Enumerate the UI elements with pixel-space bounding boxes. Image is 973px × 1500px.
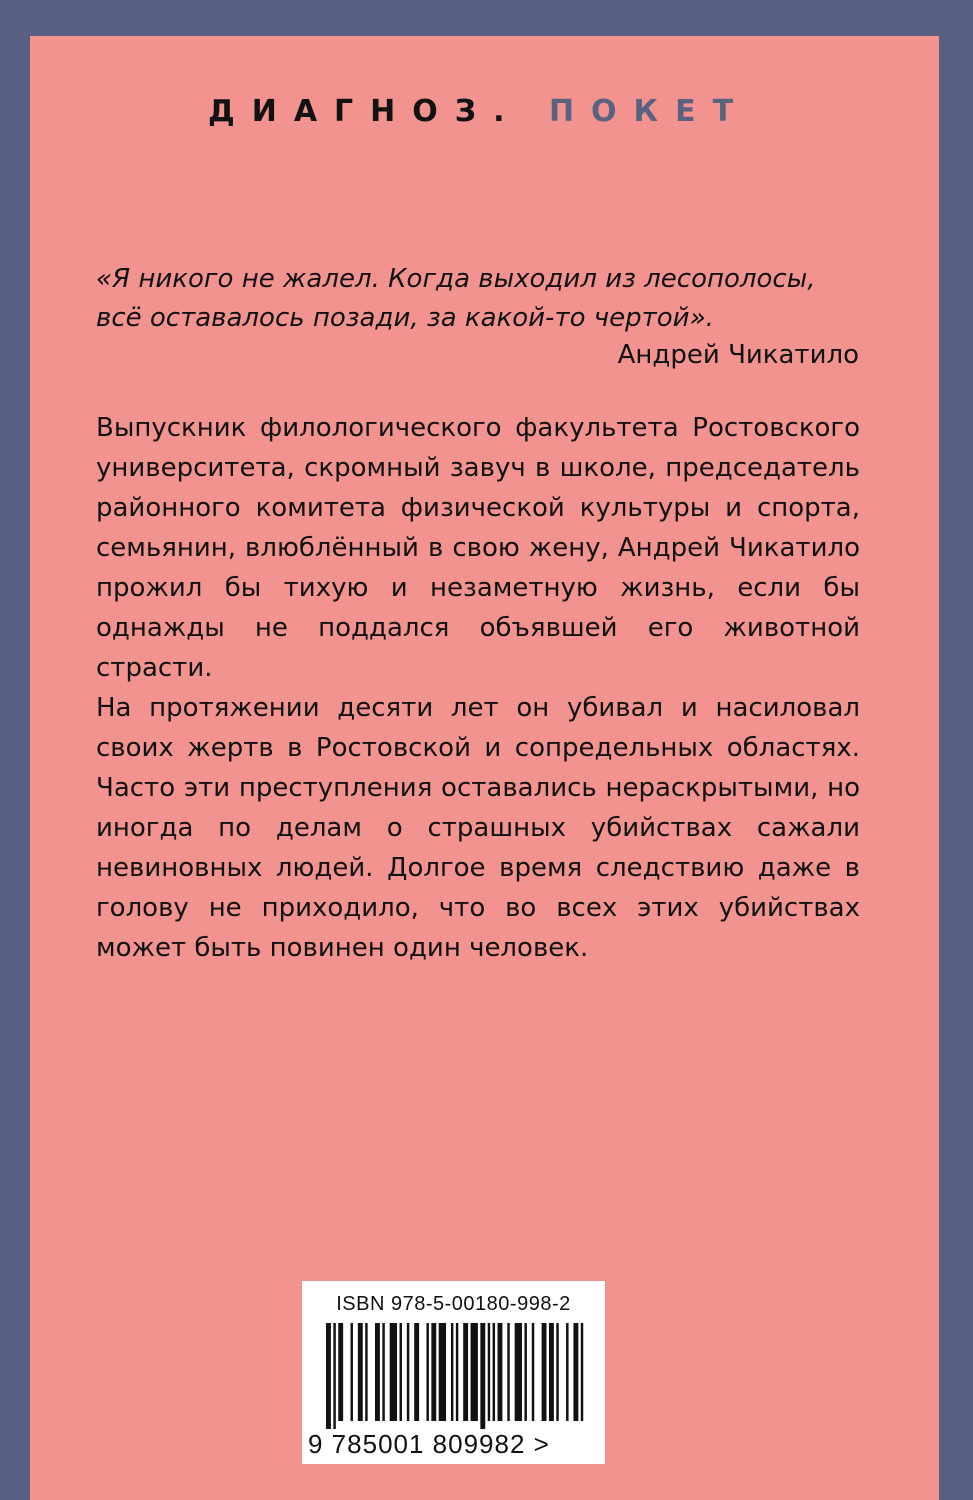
barcode-bar	[471, 1323, 478, 1421]
barcode-bar	[451, 1323, 453, 1421]
barcode-bar	[351, 1323, 353, 1421]
isbn-number: ISBN 978-5-00180-998-2	[336, 1293, 571, 1315]
annotation-paragraph: На протяжении десяти лет он убивал и насиловал своих жертв в Ростовской и сопредельных областях. Часто эти преступления оставались нераскрытыми, но иногда по делам о страшных убийствах сажали невиновных людей. Долгое время следствию даже в голову не приходило, что во всех этих убийствах может быть повинен один человек.	[96, 693, 860, 963]
barcode-bar	[493, 1323, 495, 1421]
barcode-bar	[439, 1323, 446, 1421]
barcode-bar	[365, 1323, 367, 1421]
barcode-bar	[463, 1323, 468, 1421]
barcode-bar	[515, 1323, 522, 1421]
barcode-bar	[532, 1323, 534, 1421]
barcode-label	[302, 1281, 605, 1464]
barcode-bar	[581, 1323, 583, 1421]
annotation-paragraph: Выпускник филологического факультета Ростовского университета, скромный завуч в школе, председатель районного комитета физической культуры и спорта, семьянин, влюблённый в свою жену, Андрей Чикатило прожил бы тихую и незаметную жизнь, если бы однажды не поддался объявшей его животной страсти.	[96, 413, 860, 683]
barcode-bar	[407, 1323, 409, 1421]
barcode-bar	[507, 1323, 509, 1421]
barcode-bar	[573, 1323, 578, 1421]
series-name: ДИАГНОЗ.	[208, 94, 522, 129]
barcode-bar	[488, 1323, 490, 1421]
series-subname: ПОКЕТ	[548, 94, 751, 129]
barcode-bar	[549, 1323, 554, 1421]
barcode-digits: 9 785001 809982 >	[308, 1429, 550, 1459]
barcode-bar	[498, 1323, 503, 1421]
barcode-bar	[338, 1323, 343, 1421]
barcode-bar	[333, 1323, 335, 1429]
quote-author: Андрей Чикатило	[617, 340, 859, 370]
barcode-bar	[400, 1323, 402, 1421]
barcode-bar	[414, 1323, 419, 1421]
barcode-bar	[431, 1323, 436, 1421]
barcode-bar	[480, 1323, 485, 1429]
barcode-bars	[320, 1323, 590, 1429]
barcode-bar	[382, 1323, 384, 1421]
barcode-bar	[390, 1323, 397, 1421]
barcode-bar	[426, 1323, 428, 1421]
barcode-bar	[524, 1323, 526, 1421]
barcode-bar	[326, 1323, 331, 1429]
barcode-bar	[456, 1323, 458, 1421]
book-annotation	[96, 408, 860, 968]
epigraph-quote: «Я никого не жалел. Когда выходил из лесополосы, всё оставалось позади, за какой-то чертой».	[96, 264, 816, 333]
barcode-bar	[556, 1323, 558, 1421]
barcode-bar	[358, 1323, 363, 1421]
barcode-bar	[542, 1323, 547, 1421]
series-title	[208, 94, 750, 129]
barcode-bar	[566, 1323, 568, 1421]
barcode-bar	[375, 1323, 380, 1421]
